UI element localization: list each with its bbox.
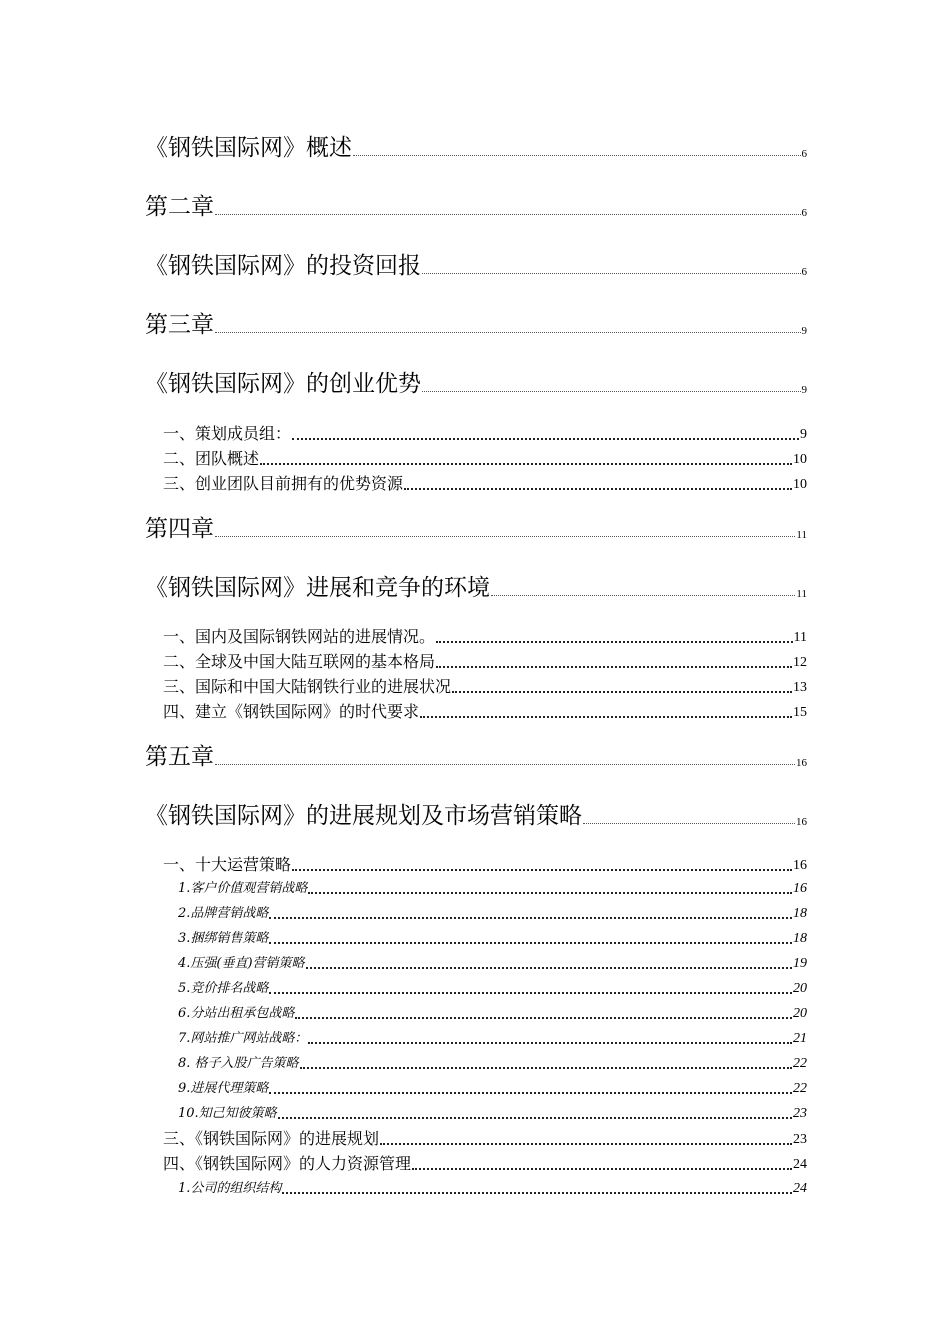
toc-entry-steel-industry[interactable]	[145, 677, 807, 697]
toc-entry-era-requirements[interactable]	[145, 702, 807, 722]
toc-entry-team-overview[interactable]	[145, 449, 807, 469]
dot-leader	[215, 332, 801, 333]
toc-entry-development-plan[interactable]	[145, 1129, 807, 1149]
toc-entry-page: 23	[793, 1106, 807, 1121]
toc-entry-planning-members[interactable]	[145, 424, 807, 444]
dot-leader	[422, 391, 801, 392]
dot-leader	[295, 1017, 792, 1019]
toc-entry-title: 《钢铁国际网》进展和竞争的环境	[145, 575, 490, 601]
dot-leader	[308, 892, 792, 894]
toc-entry-title: 1.公司的组织结构	[178, 1181, 282, 1196]
toc-entry-title: 4.压强(垂直)营销策略	[178, 956, 305, 971]
toc-entry-chapter-4[interactable]	[145, 515, 807, 543]
toc-entry-brand-marketing[interactable]	[145, 905, 807, 923]
toc-entry-page: 16	[796, 757, 807, 769]
dot-leader	[412, 1168, 792, 1170]
toc-entry-team-resources[interactable]	[145, 474, 807, 494]
toc-entry-page: 11	[793, 630, 807, 645]
dot-leader	[300, 1067, 792, 1069]
toc-entry-page: 11	[796, 588, 807, 600]
toc-entry-title: 《钢铁国际网》的创业优势	[145, 371, 421, 397]
toc-entry-marketing-strategy[interactable]	[145, 802, 807, 830]
toc-entry-title: 9.进展代理策略	[178, 1081, 269, 1096]
toc-entry-title: 二、团队概述	[163, 449, 260, 468]
dot-leader	[269, 917, 792, 919]
toc-entry-title: 8. 格子入股广告策略	[178, 1056, 299, 1071]
toc-entry-title: 第二章	[145, 194, 214, 220]
dot-leader	[215, 536, 795, 537]
dot-leader	[292, 438, 799, 440]
toc-entry-page: 22	[793, 1056, 807, 1071]
dot-leader	[420, 716, 792, 718]
toc-entry-page: 13	[793, 680, 807, 695]
toc-entry-agency[interactable]	[145, 1080, 807, 1098]
dot-leader	[491, 595, 795, 596]
toc-entry-page: 16	[793, 881, 807, 896]
toc-entry-page: 9	[800, 427, 807, 442]
toc-entry-investment-return[interactable]	[145, 252, 807, 280]
toc-entry-chapter-2[interactable]	[145, 193, 807, 221]
dot-leader	[215, 764, 795, 765]
toc-entry-org-structure[interactable]	[145, 1180, 807, 1198]
dot-leader	[353, 155, 801, 156]
toc-entry-substation-lease[interactable]	[145, 1005, 807, 1023]
toc-entry-title: 一、十大运营策略	[163, 855, 292, 874]
toc-entry-page: 18	[793, 906, 807, 921]
dot-leader	[422, 273, 801, 274]
toc-entry-site-promotion[interactable]	[145, 1030, 807, 1048]
toc-entry-title: 第四章	[145, 516, 214, 542]
toc-entry-ten-strategies[interactable]	[145, 855, 807, 875]
toc-entry-page: 12	[793, 655, 807, 670]
dot-leader	[282, 1192, 792, 1194]
toc-entry-title: 《钢铁国际网》的进展规划及市场营销策略	[145, 803, 582, 829]
dot-leader	[269, 1092, 792, 1094]
toc-entry-page: 22	[793, 1081, 807, 1096]
toc-entry-steel-sites[interactable]	[145, 627, 807, 647]
toc-entry-page: 16	[796, 816, 807, 828]
toc-entry-internet-landscape[interactable]	[145, 652, 807, 672]
toc-entry-title: 第五章	[145, 744, 214, 770]
dot-leader	[436, 666, 792, 668]
toc-entry-chapter-3[interactable]	[145, 311, 807, 339]
dot-leader	[215, 214, 801, 215]
toc-entry-page: 18	[793, 931, 807, 946]
dot-leader	[292, 869, 792, 871]
dot-leader	[583, 823, 795, 824]
dot-leader	[308, 1042, 792, 1044]
toc-entry-title: 一、策划成员组：	[163, 424, 292, 443]
toc-entry-title: 5.竞价排名战略	[178, 981, 269, 996]
toc-entry-title: 2.品牌营销战略	[178, 906, 269, 921]
dot-leader	[380, 1143, 792, 1145]
toc-entry-title: 四、建立《钢铁国际网》的时代要求	[163, 702, 420, 721]
dot-leader	[269, 942, 792, 944]
dot-leader	[404, 488, 792, 490]
toc-entry-title: 6.分站出租承包战略	[178, 1006, 295, 1021]
toc-entry-title: 10.知己知彼策略	[178, 1106, 277, 1121]
toc-entry-page: 20	[793, 981, 807, 996]
dot-leader	[306, 967, 792, 969]
toc-entry-page: 9	[801, 325, 807, 337]
dot-leader	[260, 463, 792, 465]
toc-entry-page: 6	[801, 266, 807, 278]
toc-entry-title: 三、国际和中国大陆钢铁行业的进展状况	[163, 677, 452, 696]
toc-entry-page: 19	[793, 956, 807, 971]
toc-entry-page: 6	[801, 207, 807, 219]
toc-entry-page: 20	[793, 1006, 807, 1021]
toc-entry-title: 三、创业团队目前拥有的优势资源	[163, 474, 404, 493]
toc-entry-page: 23	[793, 1132, 807, 1147]
toc-entry-page: 10	[793, 477, 807, 492]
toc-entry-title: 四、《钢铁国际网》的人力资源管理	[163, 1154, 412, 1173]
toc-entry-title: 第三章	[145, 312, 214, 338]
toc-entry-know-yourself[interactable]	[145, 1105, 807, 1123]
toc-entry-title: 7.网站推广网站战略：	[178, 1031, 308, 1046]
toc-entry-competition-environment[interactable]	[145, 574, 807, 602]
toc-entry-customer-value[interactable]	[145, 880, 807, 898]
toc-entry-vertical-marketing[interactable]	[145, 955, 807, 973]
toc-entry-page: 15	[793, 705, 807, 720]
toc-entry-chapter-5[interactable]	[145, 743, 807, 771]
toc-entry-title: 三、《钢铁国际网》的进展规划	[163, 1129, 380, 1148]
toc-entry-page: 16	[793, 858, 807, 873]
toc-entry-overview[interactable]	[145, 134, 807, 162]
toc-entry-page: 24	[793, 1181, 807, 1196]
toc-entry-hr-management[interactable]	[145, 1154, 807, 1174]
toc-entry-page: 10	[793, 452, 807, 467]
dot-leader	[452, 691, 792, 693]
toc-entry-title: 一、国内及国际钢铁网站的进展情况。	[163, 627, 436, 646]
toc-entry-page: 6	[801, 148, 807, 160]
toc-entry-bid-ranking[interactable]	[145, 980, 807, 998]
toc-entry-page: 9	[801, 384, 807, 396]
toc-entry-title: 3.捆绑销售策略	[178, 931, 269, 946]
toc-entry-page: 21	[793, 1031, 807, 1046]
dot-leader	[278, 1117, 792, 1119]
dot-leader	[436, 641, 793, 643]
toc-entry-title: 《钢铁国际网》概述	[145, 135, 352, 161]
toc-entry-bundle-sales[interactable]	[145, 930, 807, 948]
toc-entry-page: 11	[796, 529, 807, 541]
toc-entry-startup-advantage[interactable]	[145, 370, 807, 398]
toc-entry-title: 《钢铁国际网》的投资回报	[145, 253, 421, 279]
toc-entry-title: 1.客户价值观营销战略	[178, 881, 308, 896]
toc-entry-grid-ads[interactable]	[145, 1055, 807, 1073]
dot-leader	[269, 992, 792, 994]
toc-entry-page: 24	[793, 1157, 807, 1172]
toc-entry-title: 二、全球及中国大陆互联网的基本格局	[163, 652, 436, 671]
